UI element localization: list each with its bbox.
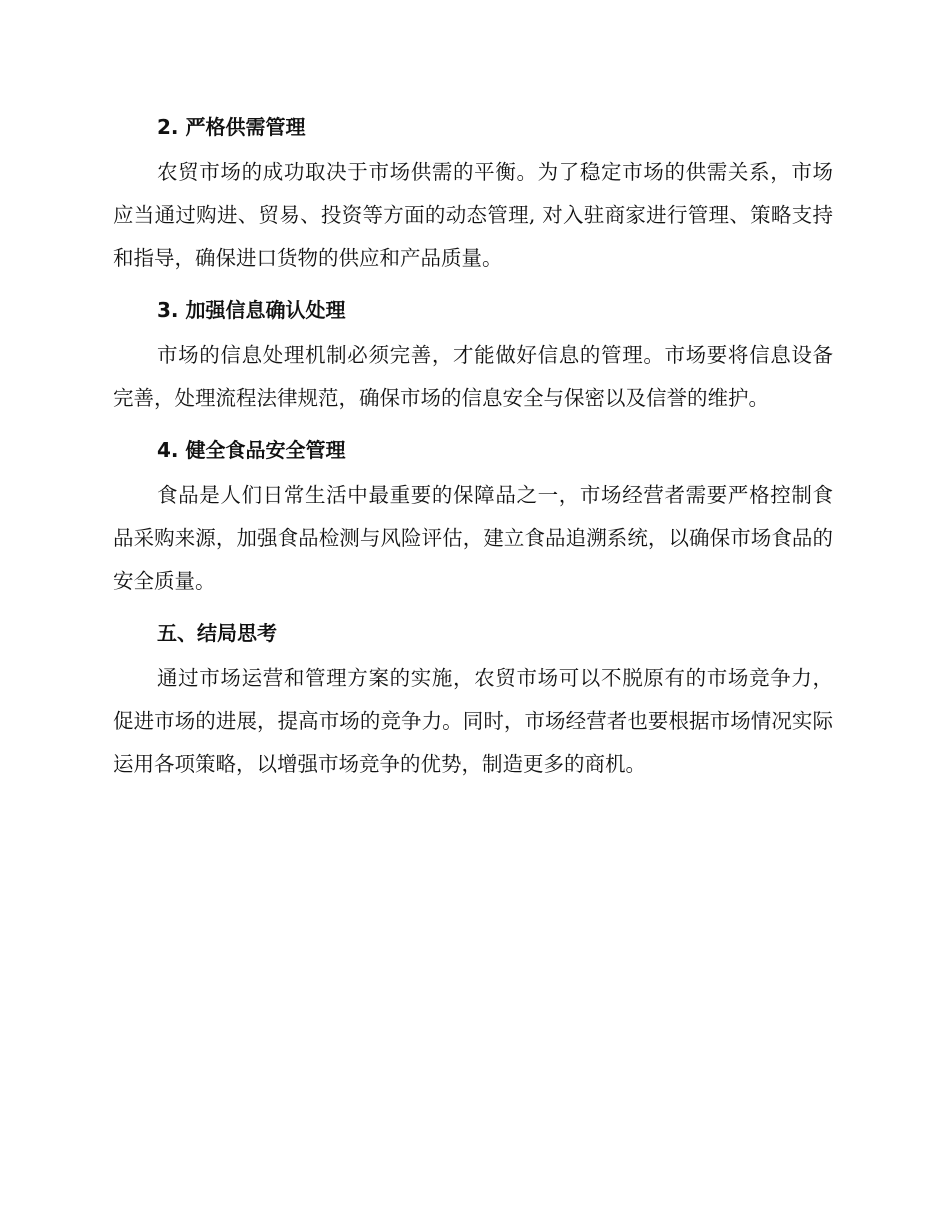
section-body-conclusion: 通过市场运营和管理方案的实施，农贸市场可以不脱原有的市场竞争力，促进市场的进展，提高市场的竞争力。同时，市场经营者也要根据市场情况实际运用各项策略，以增强市场竞争的优势，制造更多的商机。 [113, 666, 833, 776]
section-body-supply-demand: 农贸市场的成功取决于市场供需的平衡。为了稳定市场的供需关系，市场应当通过购进、贸易、投资等方面的动态管理, 对入驻商家进行管理、策略支持和指导，确保进口货物的供应和产品质量。 [113, 160, 833, 270]
section-heading-supply-demand: 2. 严格供需管理 [157, 115, 306, 139]
section-body-food-safety: 食品是人们日常生活中最重要的保障品之一，市场经营者需要严格控制食品采购来源，加强食品检测与风险评估，建立食品追溯系统，以确保市场食品的安全质量。 [113, 483, 833, 593]
section-heading-food-safety: 4. 健全食品安全管理 [157, 438, 346, 462]
section-body-information: 市场的信息处理机制必须完善，才能做好信息的管理。市场要将信息设备完善，处理流程法律规范，确保市场的信息安全与保密以及信誉的维护。 [113, 343, 833, 410]
section-heading-information: 3. 加强信息确认处理 [157, 298, 346, 322]
section-heading-conclusion: 五、结局思考 [157, 621, 277, 645]
document-content [113, 108, 833, 797]
